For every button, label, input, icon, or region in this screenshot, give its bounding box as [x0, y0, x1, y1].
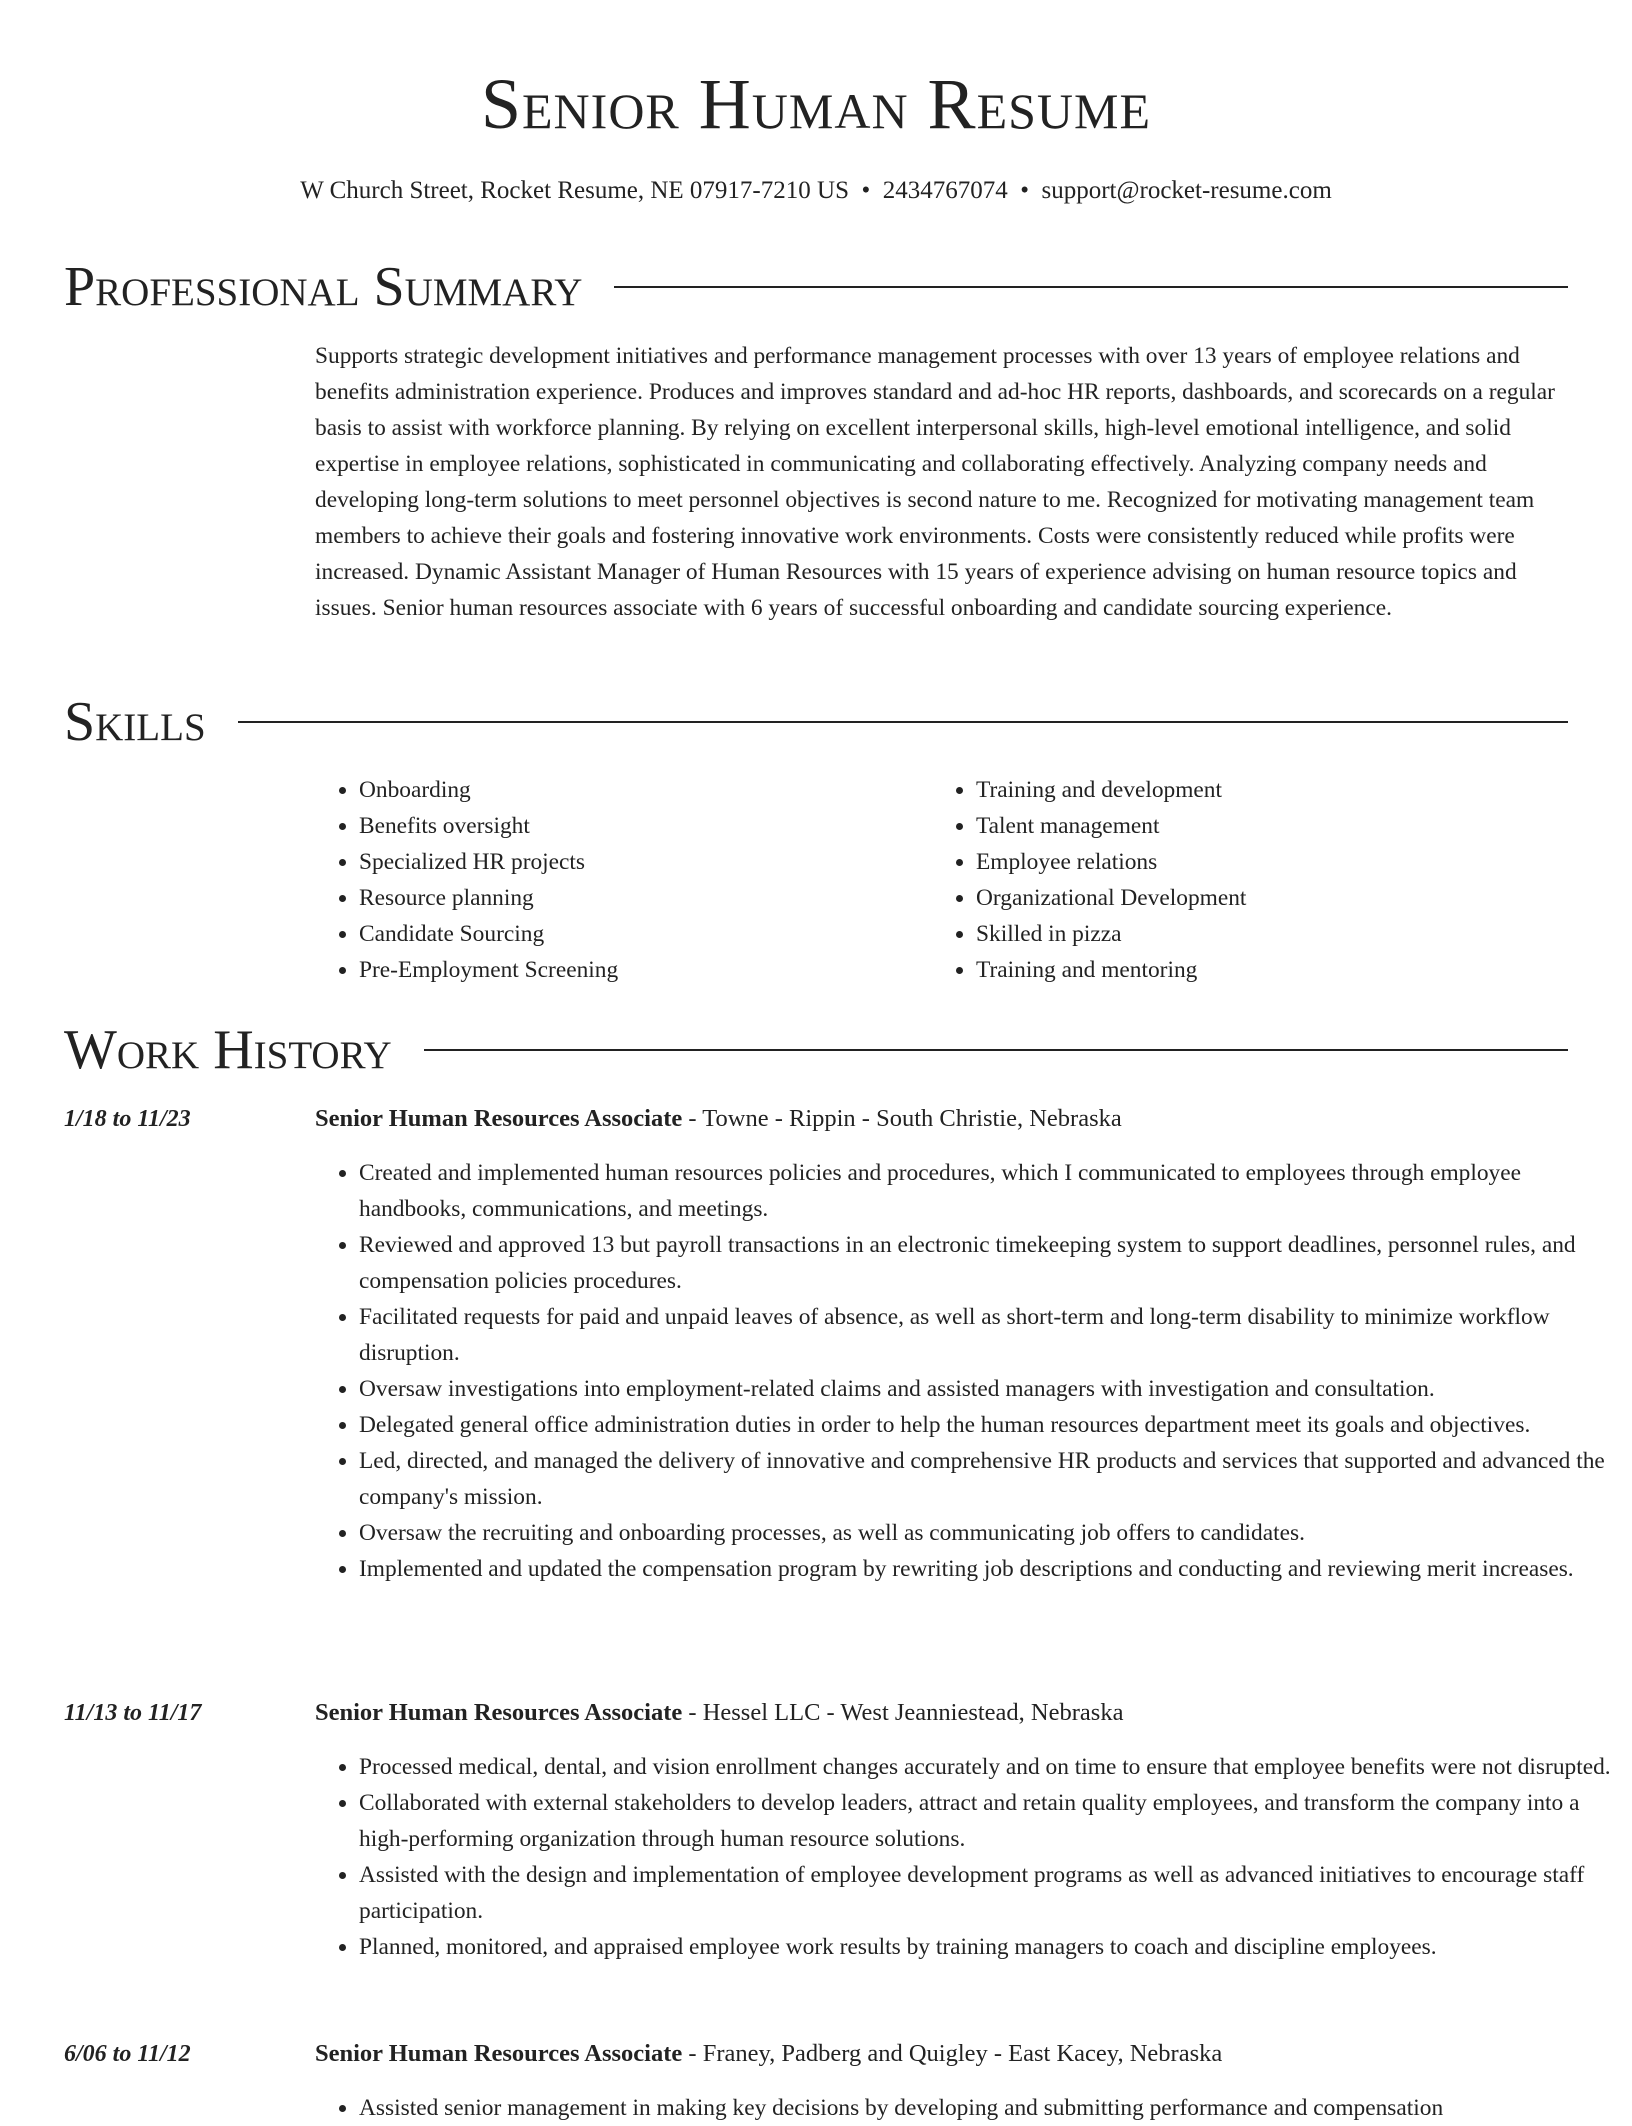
- skill-item: • Benefits oversight: [359, 808, 932, 844]
- skill-item: • Employee relations: [976, 844, 1549, 880]
- skill-item: • Candidate Sourcing: [359, 916, 932, 952]
- job-bullet: • Processed medical, dental, and vision enrollment changes accurately and on time to ensure that employee benefits were not disrupted.: [359, 1749, 1614, 1785]
- skill-item: • Training and mentoring: [976, 952, 1549, 988]
- summary-heading: Professional Summary: [64, 256, 583, 318]
- job-title: Senior Human Resources Associate: [315, 2040, 683, 2067]
- job-bullet-list: [315, 1749, 1614, 1965]
- job-company: - Towne - Rippin - South Christie, Nebraska: [682, 1105, 1122, 1132]
- job-bullet: • Oversaw investigations into employment-related claims and assisted managers with investigation and consultation.: [359, 1371, 1614, 1407]
- job-bullet-list: [315, 2090, 1614, 2126]
- job-title: Senior Human Resources Associate: [315, 1105, 683, 1132]
- section-divider: [424, 1049, 1568, 1051]
- job-bullet: • Led, directed, and managed the delivery of innovative and comprehensive HR products and services that supported and advanced the company's mission.: [359, 1443, 1614, 1515]
- job-company: - Franey, Padberg and Quigley - East Kacey, Nebraska: [682, 2040, 1223, 2067]
- skills-column-right: [932, 772, 1549, 988]
- skill-item: • Skilled in pizza: [976, 916, 1549, 952]
- job-bullet-list: [315, 1155, 1614, 1587]
- job-company: - Hessel LLC - West Jeanniestead, Nebraska: [682, 1699, 1124, 1726]
- section-divider: [614, 286, 1568, 288]
- skill-item: • Resource planning: [359, 880, 932, 916]
- work-heading: Work History: [64, 1019, 392, 1081]
- skills-heading-row: [64, 690, 1568, 754]
- skill-item: • Organizational Development: [976, 880, 1549, 916]
- job-dates: 1/18 to 11/23: [64, 1106, 191, 1132]
- job-header: [315, 1101, 1570, 1137]
- job-bullet: • Created and implemented human resources policies and procedures, which I communicated to employees through employee handbooks, communications, and meetings.: [359, 1155, 1614, 1227]
- resume-name: Senior Human Resume: [480, 64, 1152, 144]
- job-bullet: • Implemented and updated the compensation program by rewriting job descriptions and conducting and reviewing merit increases.: [359, 1551, 1614, 1587]
- skill-item: • Pre-Employment Screening: [359, 952, 932, 988]
- job-dates: 6/06 to 11/12: [64, 2041, 191, 2067]
- job-bullet: • Facilitated requests for paid and unpaid leaves of absence, as well as short-term and long-term disability to minimize workflow disruption.: [359, 1299, 1614, 1371]
- job-bullet: • Collaborated with external stakeholders to develop leaders, attract and retain quality employees, and transform the company into a high-performing organization through human resource solutions.: [359, 1785, 1614, 1857]
- job-bullet: • Reviewed and approved 13 but payroll transactions in an electronic timekeeping system to support deadlines, personnel rules, and compensation policies procedures.: [359, 1227, 1614, 1299]
- job-bullet: • Delegated general office administration duties in order to help the human resources department meet its goals and objectives.: [359, 1407, 1614, 1443]
- job-bullet: • Oversaw the recruiting and onboarding processes, as well as communicating job offers to candidates.: [359, 1515, 1614, 1551]
- skill-item: • Training and development: [976, 772, 1549, 808]
- skill-item: • Onboarding: [359, 772, 932, 808]
- section-divider: [238, 721, 1568, 723]
- summary-text: Supports strategic development initiatives and performance management processes with over 13 years of employee relations and benefits administration experience. Produces and improves standard and ad-hoc HR reports, dashboards, and scorecards on a regular basis to assist with workforce planning. By relying on excellent interpersonal skills, high-level emotional intelligence, and solid expertise in employee relations, sophisticated in communicating and collaborating effectively. Analyzing company needs and developing long-term solutions to meet personnel objectives is second nature to me. Recognized for motivating management team members to achieve their goals and fostering innovative work environments. Costs were consistently reduced while profits were increased. Dynamic Assistant Manager of Human Resources with 15 years of experience advising on human resource topics and issues. Senior human resources associate with 6 years of successful onboarding and candidate sourcing experience.: [315, 343, 1555, 621]
- skills-heading: Skills: [64, 691, 206, 753]
- skills-list: [315, 772, 1570, 988]
- skills-column-left: [315, 772, 932, 988]
- skill-item: • Specialized HR projects: [359, 844, 932, 880]
- job-bullet: • Planned, monitored, and appraised employee work results by training managers to coach and discipline employees.: [359, 1929, 1614, 1965]
- contact-line: W Church Street, Rocket Resume, NE 07917-7210 US • 2434767074 • support@rocket-resume.com: [300, 177, 1332, 204]
- skill-item: • Talent management: [976, 808, 1549, 844]
- job-bullet: • Assisted with the design and implementation of employee development programs as well as advanced initiatives to encourage staff participation.: [359, 1857, 1614, 1929]
- job-bullet: • Assisted senior management in making key decisions by developing and submitting performance and compensation: [359, 2090, 1614, 2126]
- summary-heading-row: [64, 255, 1568, 319]
- job-title: Senior Human Resources Associate: [315, 1699, 683, 1726]
- work-heading-row: [64, 1018, 1568, 1082]
- job-dates: 11/13 to 11/17: [64, 1700, 202, 1726]
- job-header: [315, 2036, 1570, 2072]
- job-header: [315, 1695, 1570, 1731]
